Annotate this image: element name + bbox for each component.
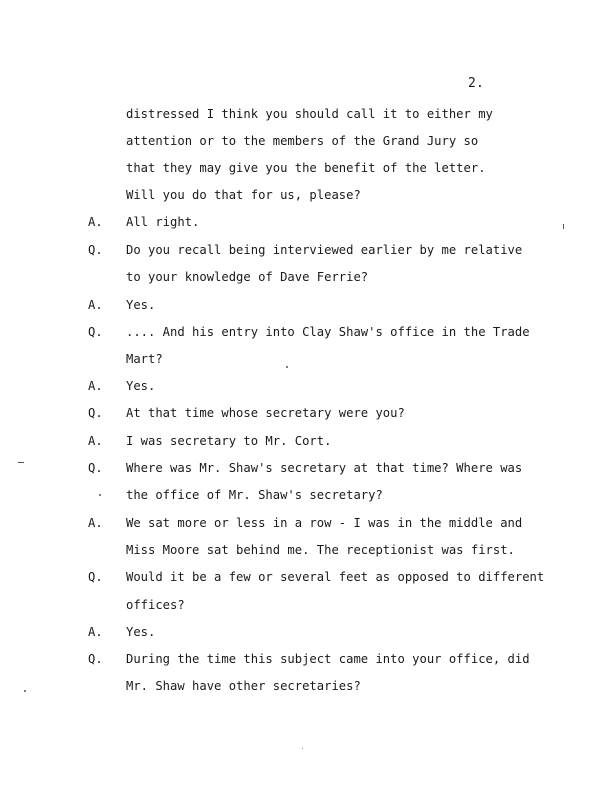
transcript-line	[0, 677, 612, 695]
speaker-label: Q.	[88, 406, 103, 420]
transcript-line	[0, 404, 612, 422]
speaker-label: Q.	[88, 325, 103, 339]
transcript-line	[0, 623, 612, 641]
scan-speck	[99, 494, 101, 496]
line-text: Yes.	[126, 625, 156, 639]
speaker-label: A.	[88, 298, 103, 312]
speaker-label: A.	[88, 625, 103, 639]
scan-speck	[286, 366, 288, 368]
line-text: During the time this subject came into your office, did	[126, 652, 530, 666]
transcript-line	[0, 459, 612, 477]
transcript-line	[0, 514, 612, 532]
speaker-label: A.	[88, 434, 103, 448]
transcript-line	[0, 323, 612, 341]
line-text: that they may give you the benefit of the letter.	[126, 161, 486, 175]
scan-speck	[24, 690, 26, 692]
speaker-label: Q.	[88, 461, 103, 475]
line-text: I was secretary to Mr. Cort.	[126, 434, 332, 448]
line-text: Yes.	[126, 379, 156, 393]
line-text: Would it be a few or several feet as opposed to different	[126, 570, 545, 584]
transcript-line	[0, 159, 612, 177]
line-text: All right.	[126, 215, 200, 229]
transcript-line	[0, 132, 612, 150]
speaker-label: Q.	[88, 243, 103, 257]
transcript-line	[0, 241, 612, 259]
line-text: Mart?	[126, 352, 163, 366]
transcript-line	[0, 186, 612, 204]
scan-speck	[302, 748, 303, 749]
line-text: At that time whose secretary were you?	[126, 406, 405, 420]
scan-speck	[563, 224, 564, 229]
line-text: Do you recall being interviewed earlier by me relative	[126, 243, 523, 257]
line-text: distressed I think you should call it to either my	[126, 107, 493, 121]
line-text: to your knowledge of Dave Ferrie?	[126, 270, 369, 284]
transcript-line	[0, 541, 612, 559]
speaker-label: A.	[88, 215, 103, 229]
transcript-line	[0, 377, 612, 395]
line-text: Where was Mr. Shaw's secretary at that time? Where was	[126, 461, 523, 475]
transcript-line	[0, 296, 612, 314]
speaker-label: Q.	[88, 570, 103, 584]
line-text: Will you do that for us, please?	[126, 188, 361, 202]
line-text: offices?	[126, 598, 185, 612]
line-text: Yes.	[126, 298, 156, 312]
transcript-line	[0, 350, 612, 368]
line-text: Mr. Shaw have other secretaries?	[126, 679, 361, 693]
transcript-line	[0, 568, 612, 586]
transcript-line	[0, 105, 612, 123]
transcript-line	[0, 268, 612, 286]
speaker-label: Q.	[88, 652, 103, 666]
line-text: the office of Mr. Shaw's secretary?	[126, 488, 383, 502]
transcript-line	[0, 596, 612, 614]
line-text: .... And his entry into Clay Shaw's office in the Trade	[126, 325, 530, 339]
speaker-label: A.	[88, 516, 103, 530]
transcript-line	[0, 213, 612, 231]
transcript-line	[0, 432, 612, 450]
transcript-line	[0, 486, 612, 504]
scan-speck	[18, 462, 24, 463]
speaker-label: A.	[88, 379, 103, 393]
page-number: 2.	[468, 76, 485, 91]
line-text: We sat more or less in a row - I was in the middle and	[126, 516, 523, 530]
line-text: Miss Moore sat behind me. The receptionist was first.	[126, 543, 515, 557]
transcript-line	[0, 650, 612, 668]
line-text: attention or to the members of the Grand Jury so	[126, 134, 479, 148]
